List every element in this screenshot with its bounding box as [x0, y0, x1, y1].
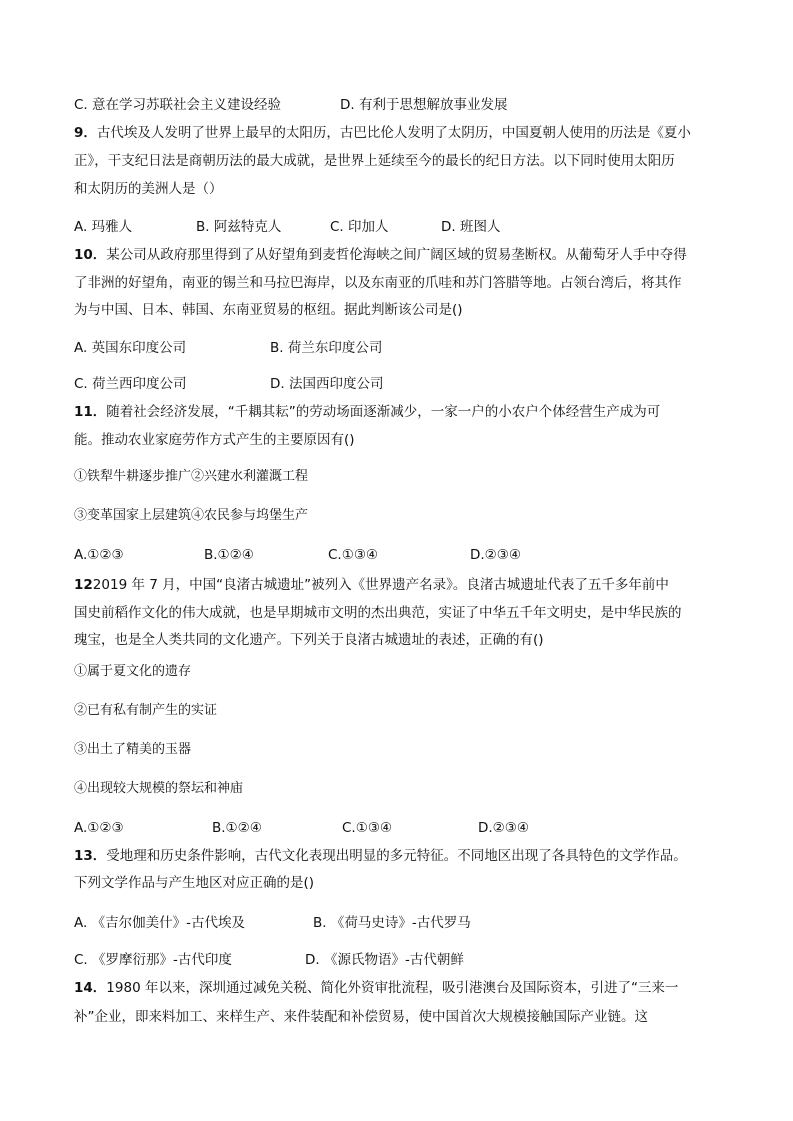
q11-option-a: A.①②③ [74, 547, 124, 563]
q11-option-c: C.①③④ [328, 547, 379, 563]
q13-option-c: C. 《罗摩衍那》-古代印度 [74, 952, 232, 968]
q12-option-d: D.②③④ [478, 820, 529, 836]
question-text: 受地理和历史条件影响，古代文化表现出明显的多元特征。不同地区出现了各具特色的文学作品。 [106, 848, 687, 864]
q11-statements-2: ③变革国家上层建筑④农民参与坞堡生产 [74, 508, 309, 523]
q9-option-b: B. 阿兹特克人 [196, 219, 282, 235]
q13-option-b: B. 《荷马史诗》-古代罗马 [313, 915, 471, 931]
question-text: 1980 年以来，深圳通过减免关税、简化外资审批流程，吸引港澳台及国际资本，引进了“三来一 [106, 980, 679, 996]
question-text: 某公司从政府那里得到了从好望角到麦哲伦海峡之间广阔区域的贸易垄断权。从葡萄牙人手中夺得 [106, 247, 687, 263]
q12-statement-3: ③出土了精美的玉器 [74, 742, 192, 757]
question-number: 12 [74, 577, 93, 593]
q12-stem-line-2: 国史前稻作文化的伟大成就，也是早期城市文明的杰出典范，实证了中华五千年文明史，是中华民族的 [74, 605, 682, 621]
question-text: 随着社会经济发展，“千耦其耘”的劳动场面逐渐减少，一家一户的小农户个体经营生产成为可 [106, 404, 661, 420]
q10-stem-line-2: 了非洲的好望角，南亚的锡兰和马拉巴海岸，以及东南亚的爪哇和苏门答腊等地。占领台湾后，将其作 [74, 275, 682, 291]
q12-statement-2: ②已有私有制产生的实证 [74, 703, 218, 718]
q9-stem-line-1 [74, 123, 691, 143]
q9-option-d: D. 班图人 [441, 219, 501, 235]
q13-stem-line-1 [74, 846, 687, 866]
q13-stem-line-2: 下列文学作品与产生地区对应正确的是() [74, 875, 315, 891]
question-number: 9． [74, 125, 97, 141]
question-number: 10． [74, 247, 107, 263]
q10-stem-line-1 [74, 245, 687, 265]
question-text: 2019 年 7 月，中国“良渚古城遗址”被列入《世界遗产名录》。良渚古城遗址代表了五千多年前中 [92, 577, 669, 593]
q12-stem-line-1 [74, 575, 669, 595]
q10-option-a: A. 英国东印度公司 [74, 340, 187, 356]
q10-option-d: D. 法国西印度公司 [270, 376, 384, 392]
q12-stem-line-3: 瑰宝，也是全人类共同的文化遗产。下列关于良渚古城遗址的表述，正确的有() [74, 632, 544, 648]
q10-option-b: B. 荷兰东印度公司 [270, 340, 383, 356]
q9-stem-line-2: 正》，干支纪日法是商朝历法的最大成就，是世界上延续至今的最长的纪日方法。以下同时使用太阳历 [74, 153, 675, 169]
q13-option-d: D. 《源氏物语》-古代朝鲜 [305, 952, 464, 968]
q12-option-c: C.①③④ [342, 820, 393, 836]
question-number: 11． [74, 404, 107, 420]
q12-statement-1: ①属于夏文化的遗存 [74, 664, 192, 679]
q8-option-c [74, 95, 281, 115]
question-number: 14． [74, 980, 107, 996]
q11-statements-1: ①铁犁牛耕逐步推广②兴建水利灌溉工程 [74, 469, 309, 484]
q11-stem-line-1 [74, 402, 660, 422]
q9-option-a: A. 玛雅人 [74, 219, 133, 235]
question-number: 13． [74, 848, 107, 864]
q11-stem-line-2: 能。推动农业家庭劳作方式产生的主要原因有() [74, 432, 355, 448]
q12-statement-4: ④出现较大规模的祭坛和神庙 [74, 781, 244, 796]
option-text: D. 有利于思想解放事业发展 [340, 97, 508, 113]
q14-stem-line-2: 补”企业，即来料加工、来样生产、来件装配和补偿贸易，使中国首次大规模接触国际产业链。这 [74, 1009, 648, 1025]
q11-option-b: B.①②④ [204, 547, 254, 563]
q9-stem-line-3: 和太阴历的美洲人是（） [74, 181, 223, 197]
q12-option-a: A.①②③ [74, 820, 124, 836]
q12-option-b: B.①②④ [212, 820, 262, 836]
q10-option-c: C. 荷兰西印度公司 [74, 376, 187, 392]
q8-option-d [340, 95, 507, 115]
q13-option-a: A. 《吉尔伽美什》-古代埃及 [74, 915, 245, 931]
q11-option-d: D.②③④ [470, 547, 521, 563]
q14-stem-line-1 [74, 978, 678, 998]
option-text: C. 意在学习苏联社会主义建设经验 [74, 97, 282, 113]
question-text: 古代埃及人发明了世界上最早的太阳历，古巴比伦人发明了太阴历，中国夏朝人使用的历法是《夏小 [96, 125, 691, 141]
q10-stem-line-3: 为与中国、日本、韩国、东南亚贸易的枢纽。据此判断该公司是() [74, 302, 463, 318]
q9-option-c: C. 印加人 [330, 219, 389, 235]
